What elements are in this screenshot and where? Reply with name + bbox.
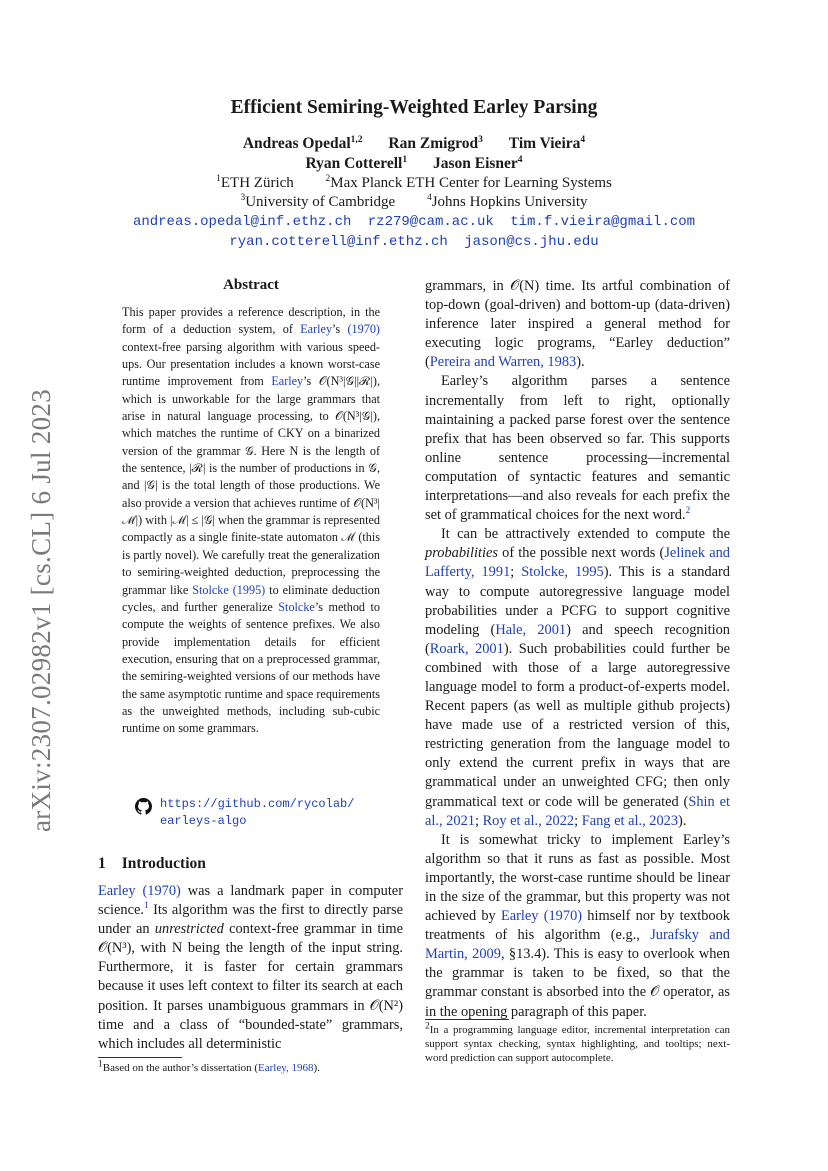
affiliation: $^4$Johns Hopkins University [426, 193, 588, 210]
affiliation-row-2 [0, 194, 828, 211]
arxiv-sidebar [20, 380, 64, 840]
citation-link[interactable]: Earley [300, 322, 333, 337]
github-url[interactable]: https://github.com/rycolab/ earleys-algo [160, 797, 355, 828]
github-icon [135, 798, 152, 815]
footnote-marker[interactable]: 1 [143, 901, 149, 912]
citation-link[interactable]: Stolcke (1995) [192, 582, 266, 597]
right-column [425, 277, 730, 1022]
paper-title: Efficient Semiring-Weighted Earley Parsing [230, 97, 598, 118]
author: Ryan Cotterell$^1$ [305, 154, 408, 172]
citation-link[interactable]: Fang et al., 2023 [581, 812, 679, 829]
footnote-2: $^2$In a programming language editor, incremental interpretation can support syntax checking, syntax highlighting, and tooltips; next-word prediction can support autocomplete. [425, 1021, 730, 1064]
affiliation-row-1 [0, 175, 828, 192]
citation-link[interactable]: Jelinek and Lafferty, 1991 [425, 545, 731, 581]
github-link[interactable] [135, 796, 354, 830]
footnote-1: $^1$Based on the author’s dissertation (Earley, 1968). [98, 1059, 320, 1074]
author-row-2 [0, 155, 828, 173]
citation-link[interactable]: Jurafsky and Martin, 2009 [425, 927, 730, 963]
citation-link[interactable]: Stolcke, 1995 [521, 564, 604, 581]
citation-link[interactable]: (1970) [347, 322, 380, 337]
abstract-body: This paper provides a reference description, in the form of a deduction system, of Earley’s (1970) context-free parsing algorithm with various speed-ups. Our presentation includes a known worst-case runtime improvement from Earley’s 𝒪(N³|𝒢||ℛ|), which is unworkable for the large grammars that arise in natural language processing, to 𝒪(N³|𝒢|), which matches the runtime of CKY on a binarized version of the grammar 𝒢. Here N is the length of the sentence, |ℛ| is the number of productions in 𝒢, and |𝒢| is the total length of those productions. We also provide a version that achieves runtime of 𝒪(N³|ℳ|) with |ℳ| ≤ |𝒢| when the grammar is represented compactly as a single finite-state automaton ℳ (this is partly novel). We carefully treat the generalization to semiring-weighted deduction, preprocessing the grammar like Stolcke (1995) to eliminate deduction cycles, and further generalize Stolcke’s method to compute the weights of sentence prefixes. We also provide implementation details for efficient execution, ensuring that on a preprocessed grammar, the semiring-weighted versions of our methods have the same asymptotic runtime and space requirements as the unweighted methods, including sub-cubic runtime on some grammars. [122, 305, 380, 736]
email-link[interactable]: andreas.opedal@inf.ethz.ch [132, 214, 352, 230]
intro-paragraph: Earley (1970) was a landmark paper in computer science.$^1$ Its algorithm was the first to directly parse under an unrestricted context-free grammar in time 𝒪(N³), with N being the length of the input string. Furthermore, it is faster for certain grammars because it uses left context to filter its search at each position. It parses unambiguous grammars in 𝒪(N²) time and a class of “bounded-state” grammars, which includes all deterministic [98, 883, 403, 1052]
author: Jason Eisner$^4$ [432, 154, 523, 172]
citation-link[interactable]: Earley (1970) [500, 908, 583, 925]
email-link[interactable]: rz279@cam.ac.uk [367, 214, 494, 230]
paragraph: Earley’s algorithm parses a sentence incrementally from left to right, optionally maintaining a packed parse forest over the sentence prefix that has been observed so far. This supports online sentence processing—incremental computation of syntactic features and semantic interpretations—and also reveals for each prefix the set of grammatical choices for the next word.$^2$ [425, 373, 730, 524]
author-row-1 [0, 135, 828, 153]
email-link[interactable]: jason@cs.jhu.edu [464, 234, 599, 250]
affiliation: $^2$Max Planck ETH Center for Learning Systems [325, 174, 612, 191]
citation-link[interactable]: Shin et al., 2021 [425, 793, 730, 829]
abstract-heading: Abstract [223, 277, 279, 293]
author: Andreas Opedal$^{1,2}$ [242, 134, 363, 152]
footnote-marker[interactable]: 2 [685, 506, 691, 517]
citation-link[interactable]: Earley [271, 374, 304, 389]
paragraph: It can be attractively extended to compute the probabilities of the possible next words (Jelinek and Lafferty, 1991; Stolcke, 1995). This is a standard way to compute autoregressive language model probabilities under a PCFG to support cognitive modeling (Hale, 2001) and speech recognition (Roark, 2001). Such probabilities could further be combined with those of a large autoregressive language model to form a product-of-experts model. Recent papers (as well as multiple github projects) have made use of a restricted version of this, restricting generation from the language model to only extend the current prefix in ways that are grammatical under an unweighted CFG; then only grammatical text or code will be generated (Shin et al., 2021; Roy et al., 2022; Fang et al., 2023). [425, 526, 731, 829]
affiliation: $^3$University of Cambridge [240, 193, 396, 210]
email-row-2 [0, 234, 828, 250]
paragraph: It is somewhat tricky to implement Earley’s algorithm so that it runs as fast as possible. Most importantly, the worst-case runtime should be linear in the size of the grammar, but this property was not achieved by Earley (1970) himself nor by textbook treatments of his algorithm (e.g., Jurafsky and Martin, 2009, §13.4). This is easy to overlook when the grammar is taken to be fixed, so that the grammar constant is absorbed into the 𝒪 operator, as in the opening paragraph of this paper. [425, 831, 730, 1020]
author: Ran Zmigrod$^3$ [388, 134, 483, 152]
author: Tim Vieira$^4$ [508, 134, 586, 152]
affiliation: $^1$ETH Zürich [216, 174, 294, 191]
footnote-rule [425, 1019, 509, 1020]
paragraph: grammars, in 𝒪(N) time. Its artful combination of top-down (goal-driven) and bottom-up (data-driven) inference later inspired a general method for executing logic programs, “Earley deduction” (Pereira and Warren, 1983). [425, 278, 730, 371]
citation-link[interactable]: Roy et al., 2022 [482, 812, 575, 829]
citation-link[interactable]: Earley, 1968 [258, 1062, 314, 1074]
arxiv-stamp: arXiv:2307.02982v1 [cs.CL] 6 Jul 2023 [26, 388, 57, 832]
citation-link[interactable]: Stolcke [278, 599, 315, 614]
section-heading: 1 Introduction [98, 855, 206, 872]
email-link[interactable]: ryan.cotterell@inf.ethz.ch [229, 234, 448, 250]
citation-link[interactable]: Hale, 2001 [495, 621, 567, 638]
email-row-1 [0, 214, 828, 230]
footnote-rule [98, 1057, 182, 1058]
citation-link[interactable]: Roark, 2001 [429, 640, 504, 657]
citation-link[interactable]: Pereira and Warren, 1983 [429, 354, 577, 371]
email-link[interactable]: tim.f.vieira@gmail.com [510, 214, 696, 230]
citation-link[interactable]: Earley (1970) [98, 883, 181, 899]
